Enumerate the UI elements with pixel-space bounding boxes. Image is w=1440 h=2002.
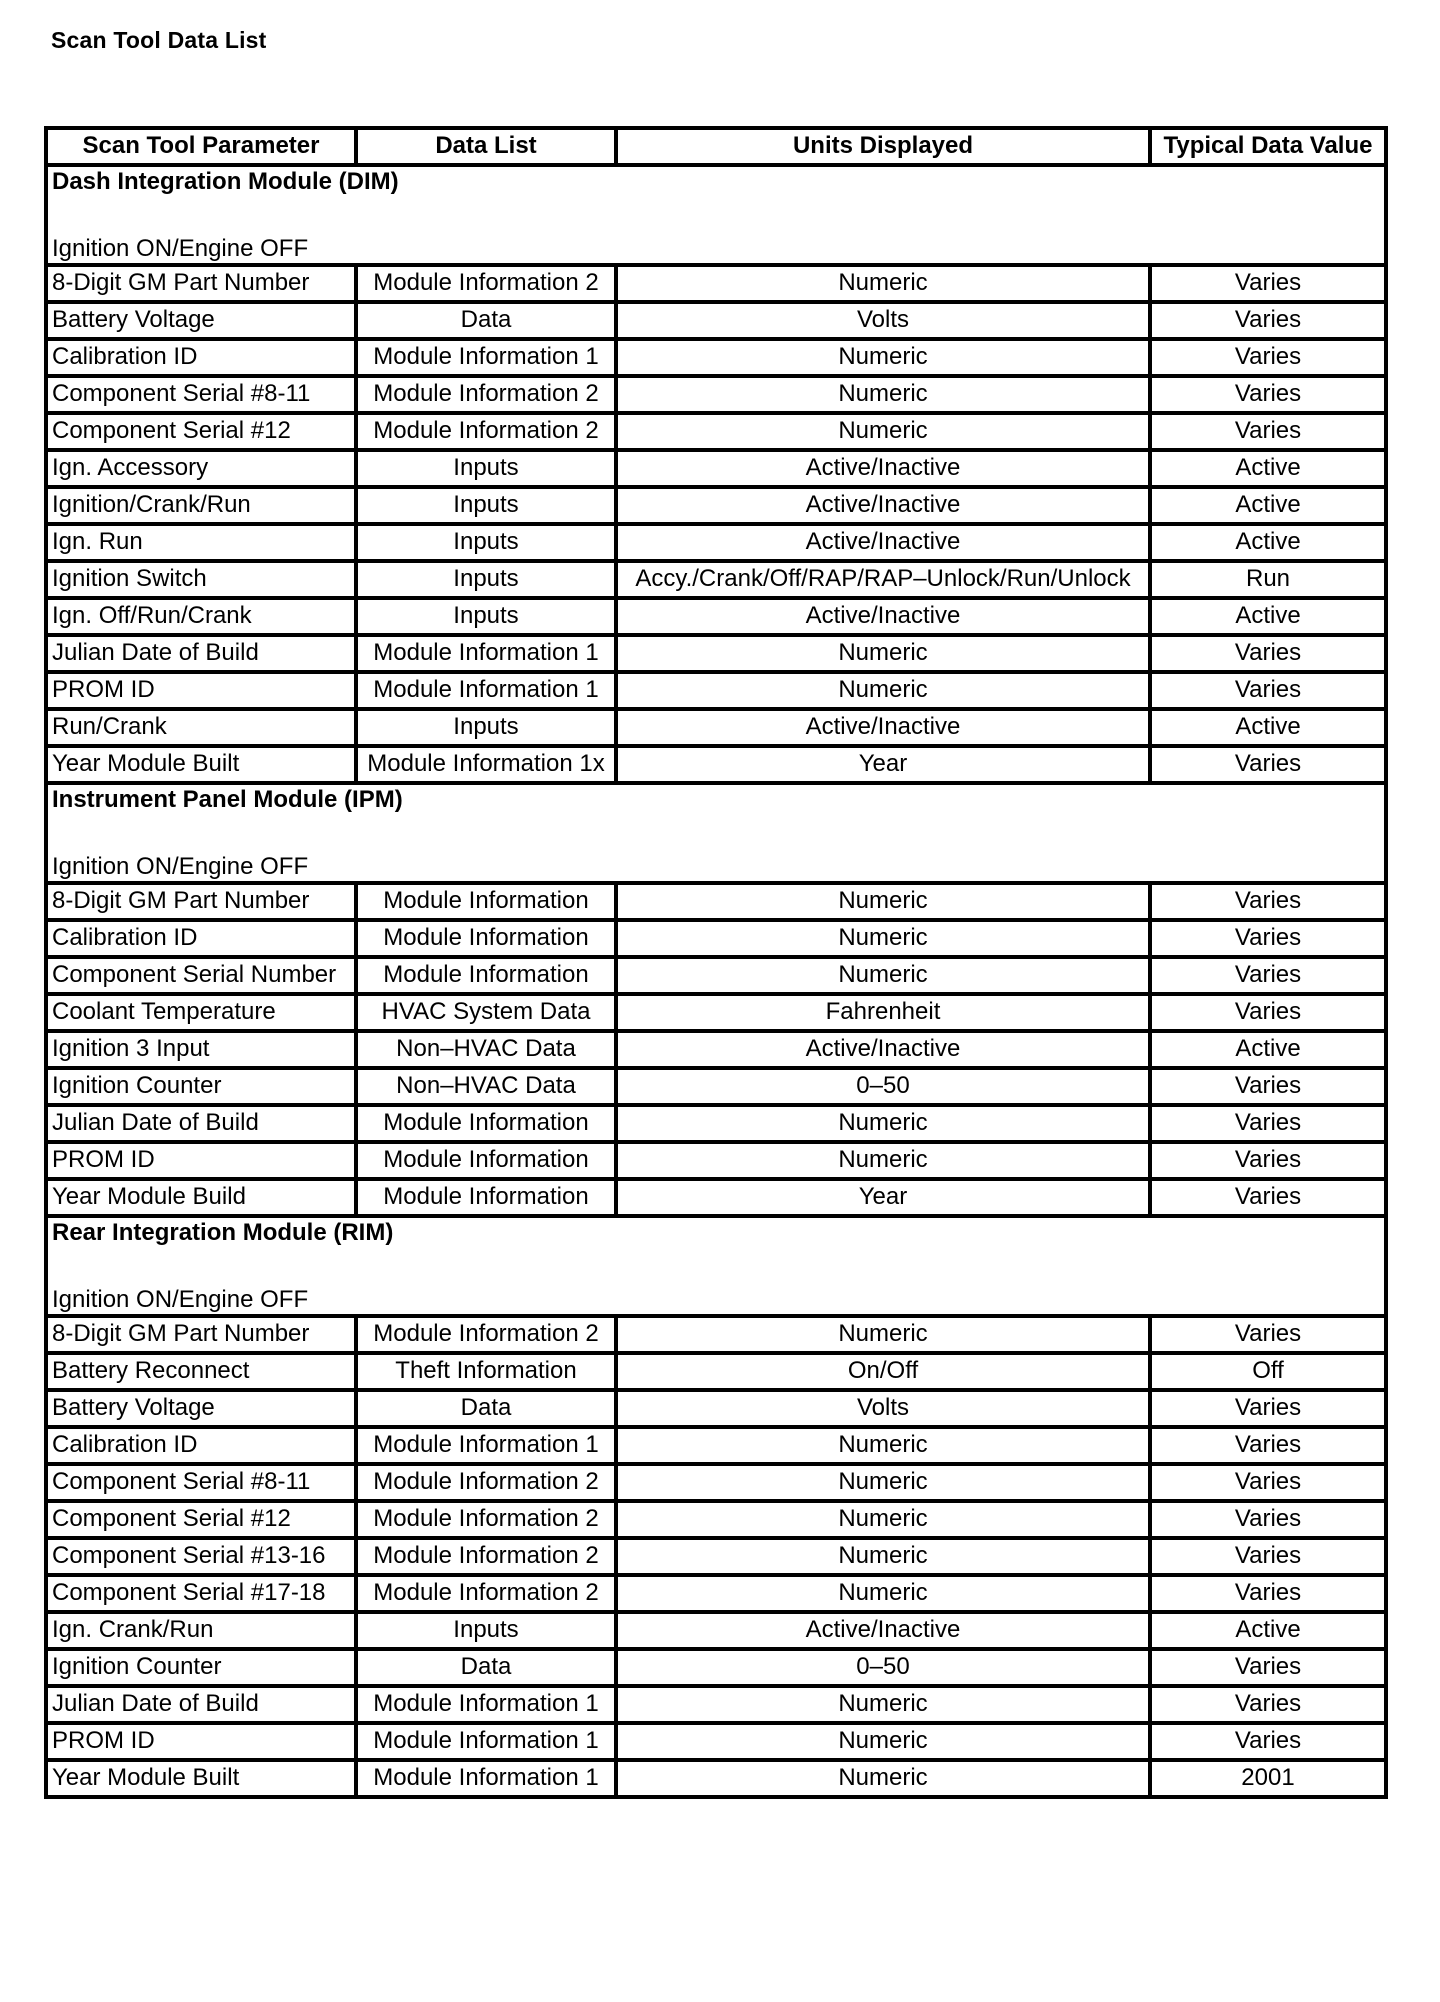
table-body (46, 165, 1386, 1797)
table-row (46, 598, 1386, 635)
cell-data-list: Module Information 1 (356, 1723, 616, 1760)
cell-data-list: Module Information (356, 1179, 616, 1216)
header-units-displayed: Units Displayed (616, 128, 1150, 165)
cell-parameter: 8-Digit GM Part Number (46, 265, 356, 302)
cell-parameter: Ign. Accessory (46, 450, 356, 487)
table-row (46, 376, 1386, 413)
header-typical-data-value: Typical Data Value (1150, 128, 1386, 165)
cell-units: Year (616, 1179, 1150, 1216)
cell-typical-value: Varies (1150, 1105, 1386, 1142)
cell-typical-value: Varies (1150, 1464, 1386, 1501)
table-row (46, 1464, 1386, 1501)
cell-parameter: Component Serial #12 (46, 413, 356, 450)
cell-typical-value: Varies (1150, 1538, 1386, 1575)
cell-data-list: Module Information 1 (356, 1760, 616, 1797)
cell-data-list: Theft Information (356, 1353, 616, 1390)
section-condition: Ignition ON/Engine OFF (52, 853, 309, 880)
cell-data-list: Inputs (356, 561, 616, 598)
cell-typical-value: Active (1150, 487, 1386, 524)
cell-typical-value: Varies (1150, 1427, 1386, 1464)
cell-units: Numeric (616, 1464, 1150, 1501)
cell-data-list: Module Information 1 (356, 635, 616, 672)
cell-units: Numeric (616, 1686, 1150, 1723)
cell-units: Numeric (616, 1105, 1150, 1142)
cell-typical-value: Active (1150, 524, 1386, 561)
table-row (46, 487, 1386, 524)
cell-parameter: Ignition Counter (46, 1649, 356, 1686)
cell-typical-value: Varies (1150, 1723, 1386, 1760)
cell-data-list: HVAC System Data (356, 994, 616, 1031)
cell-units: Year (616, 746, 1150, 783)
cell-units: Numeric (616, 1760, 1150, 1797)
table-row (46, 1353, 1386, 1390)
cell-data-list: Module Information (356, 1105, 616, 1142)
cell-parameter: Ign. Run (46, 524, 356, 561)
cell-parameter: Ignition Counter (46, 1068, 356, 1105)
cell-data-list: Non–HVAC Data (356, 1031, 616, 1068)
cell-parameter: Calibration ID (46, 920, 356, 957)
table-row (46, 746, 1386, 783)
cell-typical-value: Varies (1150, 413, 1386, 450)
cell-typical-value: Active (1150, 450, 1386, 487)
cell-units: Volts (616, 302, 1150, 339)
cell-units: Numeric (616, 1142, 1150, 1179)
table-row (46, 1538, 1386, 1575)
cell-units: Numeric (616, 265, 1150, 302)
cell-typical-value: Varies (1150, 1068, 1386, 1105)
cell-units: Numeric (616, 1575, 1150, 1612)
table-row (46, 339, 1386, 376)
cell-data-list: Module Information 2 (356, 1575, 616, 1612)
cell-units: Numeric (616, 339, 1150, 376)
cell-typical-value: Varies (1150, 994, 1386, 1031)
cell-units: Numeric (616, 413, 1150, 450)
cell-data-list: Inputs (356, 487, 616, 524)
table-row (46, 1575, 1386, 1612)
cell-parameter: Ign. Crank/Run (46, 1612, 356, 1649)
cell-units: Active/Inactive (616, 709, 1150, 746)
table-row (46, 265, 1386, 302)
cell-parameter: Ignition/Crank/Run (46, 487, 356, 524)
cell-typical-value: Varies (1150, 376, 1386, 413)
cell-typical-value: Active (1150, 709, 1386, 746)
table-row (46, 1142, 1386, 1179)
table-row (46, 1390, 1386, 1427)
cell-typical-value: Varies (1150, 1179, 1386, 1216)
section-header-cell (46, 165, 1386, 265)
cell-parameter: Battery Voltage (46, 1390, 356, 1427)
cell-units: Numeric (616, 1427, 1150, 1464)
cell-parameter: Coolant Temperature (46, 994, 356, 1031)
cell-parameter: Battery Voltage (46, 302, 356, 339)
cell-parameter: Component Serial Number (46, 957, 356, 994)
cell-data-list: Inputs (356, 709, 616, 746)
section-condition: Ignition ON/Engine OFF (52, 1286, 309, 1313)
cell-typical-value: Varies (1150, 339, 1386, 376)
cell-parameter: Calibration ID (46, 1427, 356, 1464)
table-row (46, 883, 1386, 920)
table-header-row (46, 128, 1386, 165)
cell-units: Numeric (616, 1538, 1150, 1575)
document-title: Scan Tool Data List (51, 27, 267, 53)
cell-units: On/Off (616, 1353, 1150, 1390)
table-row (46, 450, 1386, 487)
cell-parameter: Julian Date of Build (46, 1686, 356, 1723)
cell-typical-value: Active (1150, 598, 1386, 635)
cell-data-list: Inputs (356, 1612, 616, 1649)
cell-parameter: Run/Crank (46, 709, 356, 746)
cell-typical-value: Varies (1150, 265, 1386, 302)
cell-data-list: Non–HVAC Data (356, 1068, 616, 1105)
cell-units: 0–50 (616, 1068, 1150, 1105)
cell-typical-value: 2001 (1150, 1760, 1386, 1797)
table-row (46, 709, 1386, 746)
cell-units: Numeric (616, 635, 1150, 672)
cell-data-list: Module Information 2 (356, 265, 616, 302)
header-scan-tool-parameter: Scan Tool Parameter (46, 128, 356, 165)
cell-data-list: Data (356, 1390, 616, 1427)
cell-parameter: Ignition Switch (46, 561, 356, 598)
cell-data-list: Module Information (356, 1142, 616, 1179)
section-header-cell (46, 783, 1386, 883)
section-header-ipm (46, 783, 1386, 883)
cell-parameter: PROM ID (46, 1723, 356, 1760)
table-row (46, 1068, 1386, 1105)
cell-typical-value: Active (1150, 1612, 1386, 1649)
cell-units: Active/Inactive (616, 524, 1150, 561)
cell-units: Numeric (616, 672, 1150, 709)
cell-parameter: Component Serial #12 (46, 1501, 356, 1538)
cell-typical-value: Varies (1150, 746, 1386, 783)
section-header-cell (46, 1216, 1386, 1316)
cell-data-list: Module Information 2 (356, 376, 616, 413)
table-row (46, 994, 1386, 1031)
table-row (46, 413, 1386, 450)
cell-typical-value: Varies (1150, 883, 1386, 920)
scan-tool-data-table (44, 126, 1388, 1799)
cell-typical-value: Varies (1150, 1649, 1386, 1686)
cell-typical-value: Varies (1150, 1390, 1386, 1427)
table-row (46, 302, 1386, 339)
table-row (46, 524, 1386, 561)
table-row (46, 1031, 1386, 1068)
cell-units: Numeric (616, 920, 1150, 957)
cell-parameter: Julian Date of Build (46, 1105, 356, 1142)
table-row (46, 635, 1386, 672)
cell-data-list: Inputs (356, 450, 616, 487)
cell-parameter: 8-Digit GM Part Number (46, 1316, 356, 1353)
cell-typical-value: Varies (1150, 672, 1386, 709)
cell-typical-value: Varies (1150, 1316, 1386, 1353)
table-row (46, 672, 1386, 709)
cell-typical-value: Varies (1150, 635, 1386, 672)
section-header-dim (46, 165, 1386, 265)
cell-typical-value: Varies (1150, 1686, 1386, 1723)
section-title: Rear Integration Module (RIM) (52, 1219, 394, 1246)
cell-parameter: PROM ID (46, 1142, 356, 1179)
cell-data-list: Inputs (356, 598, 616, 635)
cell-data-list: Module Information 2 (356, 1316, 616, 1353)
cell-parameter: Year Module Built (46, 746, 356, 783)
section-condition: Ignition ON/Engine OFF (52, 235, 309, 262)
cell-typical-value: Varies (1150, 1575, 1386, 1612)
cell-units: Fahrenheit (616, 994, 1150, 1031)
table-row (46, 1105, 1386, 1142)
cell-units: Active/Inactive (616, 487, 1150, 524)
table-row (46, 957, 1386, 994)
cell-units: Active/Inactive (616, 598, 1150, 635)
table-row (46, 1179, 1386, 1216)
table-row (46, 1427, 1386, 1464)
cell-units: Numeric (616, 883, 1150, 920)
cell-units: 0–50 (616, 1649, 1150, 1686)
cell-units: Numeric (616, 376, 1150, 413)
cell-data-list: Module Information 1 (356, 1686, 616, 1723)
cell-data-list: Module Information (356, 883, 616, 920)
cell-data-list: Data (356, 302, 616, 339)
cell-parameter: Component Serial #17-18 (46, 1575, 356, 1612)
cell-typical-value: Varies (1150, 1501, 1386, 1538)
cell-parameter: Battery Reconnect (46, 1353, 356, 1390)
table-row (46, 561, 1386, 598)
cell-typical-value: Run (1150, 561, 1386, 598)
cell-data-list: Module Information 1x (356, 746, 616, 783)
cell-data-list: Module Information (356, 957, 616, 994)
cell-data-list: Module Information 1 (356, 672, 616, 709)
cell-units: Active/Inactive (616, 450, 1150, 487)
cell-parameter: Component Serial #8-11 (46, 376, 356, 413)
header-data-list: Data List (356, 128, 616, 165)
cell-parameter: PROM ID (46, 672, 356, 709)
cell-parameter: Ign. Off/Run/Crank (46, 598, 356, 635)
cell-units: Numeric (616, 1723, 1150, 1760)
cell-typical-value: Active (1150, 1031, 1386, 1068)
cell-data-list: Module Information (356, 920, 616, 957)
cell-parameter: Year Module Built (46, 1760, 356, 1797)
cell-units: Volts (616, 1390, 1150, 1427)
cell-typical-value: Varies (1150, 957, 1386, 994)
table-row (46, 1686, 1386, 1723)
cell-typical-value: Varies (1150, 302, 1386, 339)
table-row (46, 1723, 1386, 1760)
table-row (46, 1316, 1386, 1353)
cell-data-list: Module Information 2 (356, 413, 616, 450)
cell-data-list: Module Information 1 (356, 339, 616, 376)
cell-parameter: Component Serial #8-11 (46, 1464, 356, 1501)
cell-data-list: Module Information 1 (356, 1427, 616, 1464)
cell-units: Numeric (616, 957, 1150, 994)
section-header-rim (46, 1216, 1386, 1316)
cell-data-list: Module Information 2 (356, 1538, 616, 1575)
cell-data-list: Data (356, 1649, 616, 1686)
cell-parameter: Julian Date of Build (46, 635, 356, 672)
cell-units: Active/Inactive (616, 1612, 1150, 1649)
table-row (46, 1649, 1386, 1686)
cell-data-list: Inputs (356, 524, 616, 561)
cell-units: Accy./Crank/Off/RAP/RAP–Unlock/Run/Unlock (616, 561, 1150, 598)
cell-parameter: 8-Digit GM Part Number (46, 883, 356, 920)
cell-parameter: Component Serial #13-16 (46, 1538, 356, 1575)
cell-parameter: Calibration ID (46, 339, 356, 376)
table-row (46, 920, 1386, 957)
cell-typical-value: Off (1150, 1353, 1386, 1390)
table-row (46, 1760, 1386, 1797)
cell-data-list: Module Information 2 (356, 1501, 616, 1538)
table-row (46, 1612, 1386, 1649)
section-title: Dash Integration Module (DIM) (52, 168, 399, 195)
cell-parameter: Ignition 3 Input (46, 1031, 356, 1068)
cell-parameter: Year Module Build (46, 1179, 356, 1216)
cell-typical-value: Varies (1150, 920, 1386, 957)
cell-data-list: Module Information 2 (356, 1464, 616, 1501)
cell-units: Active/Inactive (616, 1031, 1150, 1068)
cell-typical-value: Varies (1150, 1142, 1386, 1179)
cell-units: Numeric (616, 1316, 1150, 1353)
section-title: Instrument Panel Module (IPM) (52, 786, 403, 813)
cell-units: Numeric (616, 1501, 1150, 1538)
table-row (46, 1501, 1386, 1538)
